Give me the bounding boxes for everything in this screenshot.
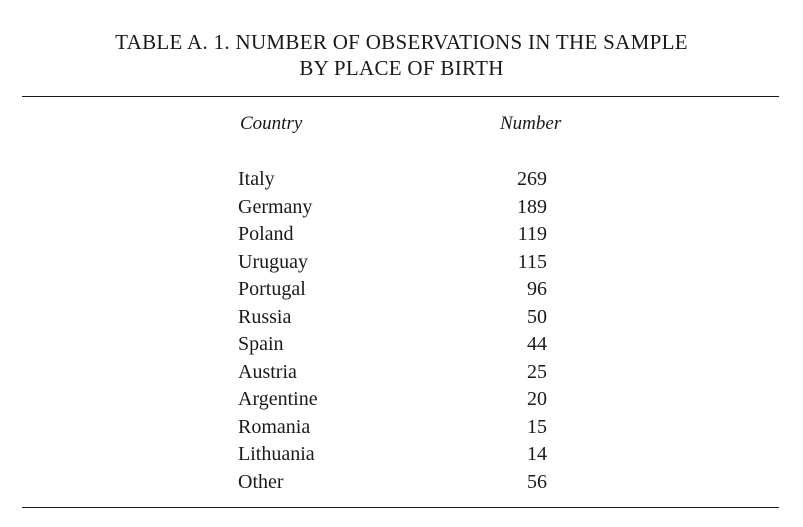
country-cell: Lithuania: [238, 443, 315, 465]
table-row: [238, 194, 558, 222]
number-cell: 56: [527, 470, 547, 493]
number-cell: 115: [517, 250, 547, 273]
bottom-rule: [22, 507, 779, 508]
table-row: [238, 221, 558, 249]
table-row: [238, 441, 558, 469]
country-cell: Germany: [238, 195, 313, 218]
table-row: [238, 469, 558, 497]
number-cell: 15: [527, 415, 547, 438]
column-header-number: Number: [500, 113, 562, 134]
table-row: [238, 166, 558, 194]
table-row: [238, 249, 558, 277]
country-cell: Other: [238, 470, 284, 493]
table-body: [238, 166, 558, 496]
number-cell: 119: [517, 223, 547, 245]
country-cell: Italy: [238, 168, 275, 190]
country-cell: Poland: [238, 223, 294, 245]
table-title: [0, 29, 803, 81]
country-cell: Argentine: [238, 388, 318, 410]
country-cell: Romania: [238, 415, 311, 438]
number-cell: 50: [527, 305, 547, 328]
table-row: [238, 359, 558, 387]
country-cell: Portugal: [238, 278, 306, 300]
number-cell: 20: [527, 388, 547, 410]
number-cell: 96: [527, 278, 547, 300]
table-row: [238, 276, 558, 304]
table-row: [238, 386, 558, 414]
country-cell: Spain: [238, 333, 284, 355]
table-row: [238, 414, 558, 442]
number-cell: 25: [527, 360, 547, 383]
table-row: [238, 331, 558, 359]
table-row: [238, 304, 558, 332]
number-cell: 44: [527, 333, 547, 355]
table-title-line-2: BY PLACE OF BIRTH: [299, 56, 504, 80]
country-cell: Russia: [238, 305, 292, 328]
top-rule: [22, 96, 779, 97]
number-cell: 189: [517, 195, 547, 218]
country-cell: Uruguay: [238, 250, 308, 273]
country-cell: Austria: [238, 360, 297, 383]
column-header-country: Country: [240, 113, 303, 134]
table-title-line-1: TABLE A. 1. NUMBER OF OBSERVATIONS IN THE SAMPLE: [115, 30, 688, 54]
number-cell: 269: [517, 168, 547, 190]
number-cell: 14: [527, 443, 547, 465]
